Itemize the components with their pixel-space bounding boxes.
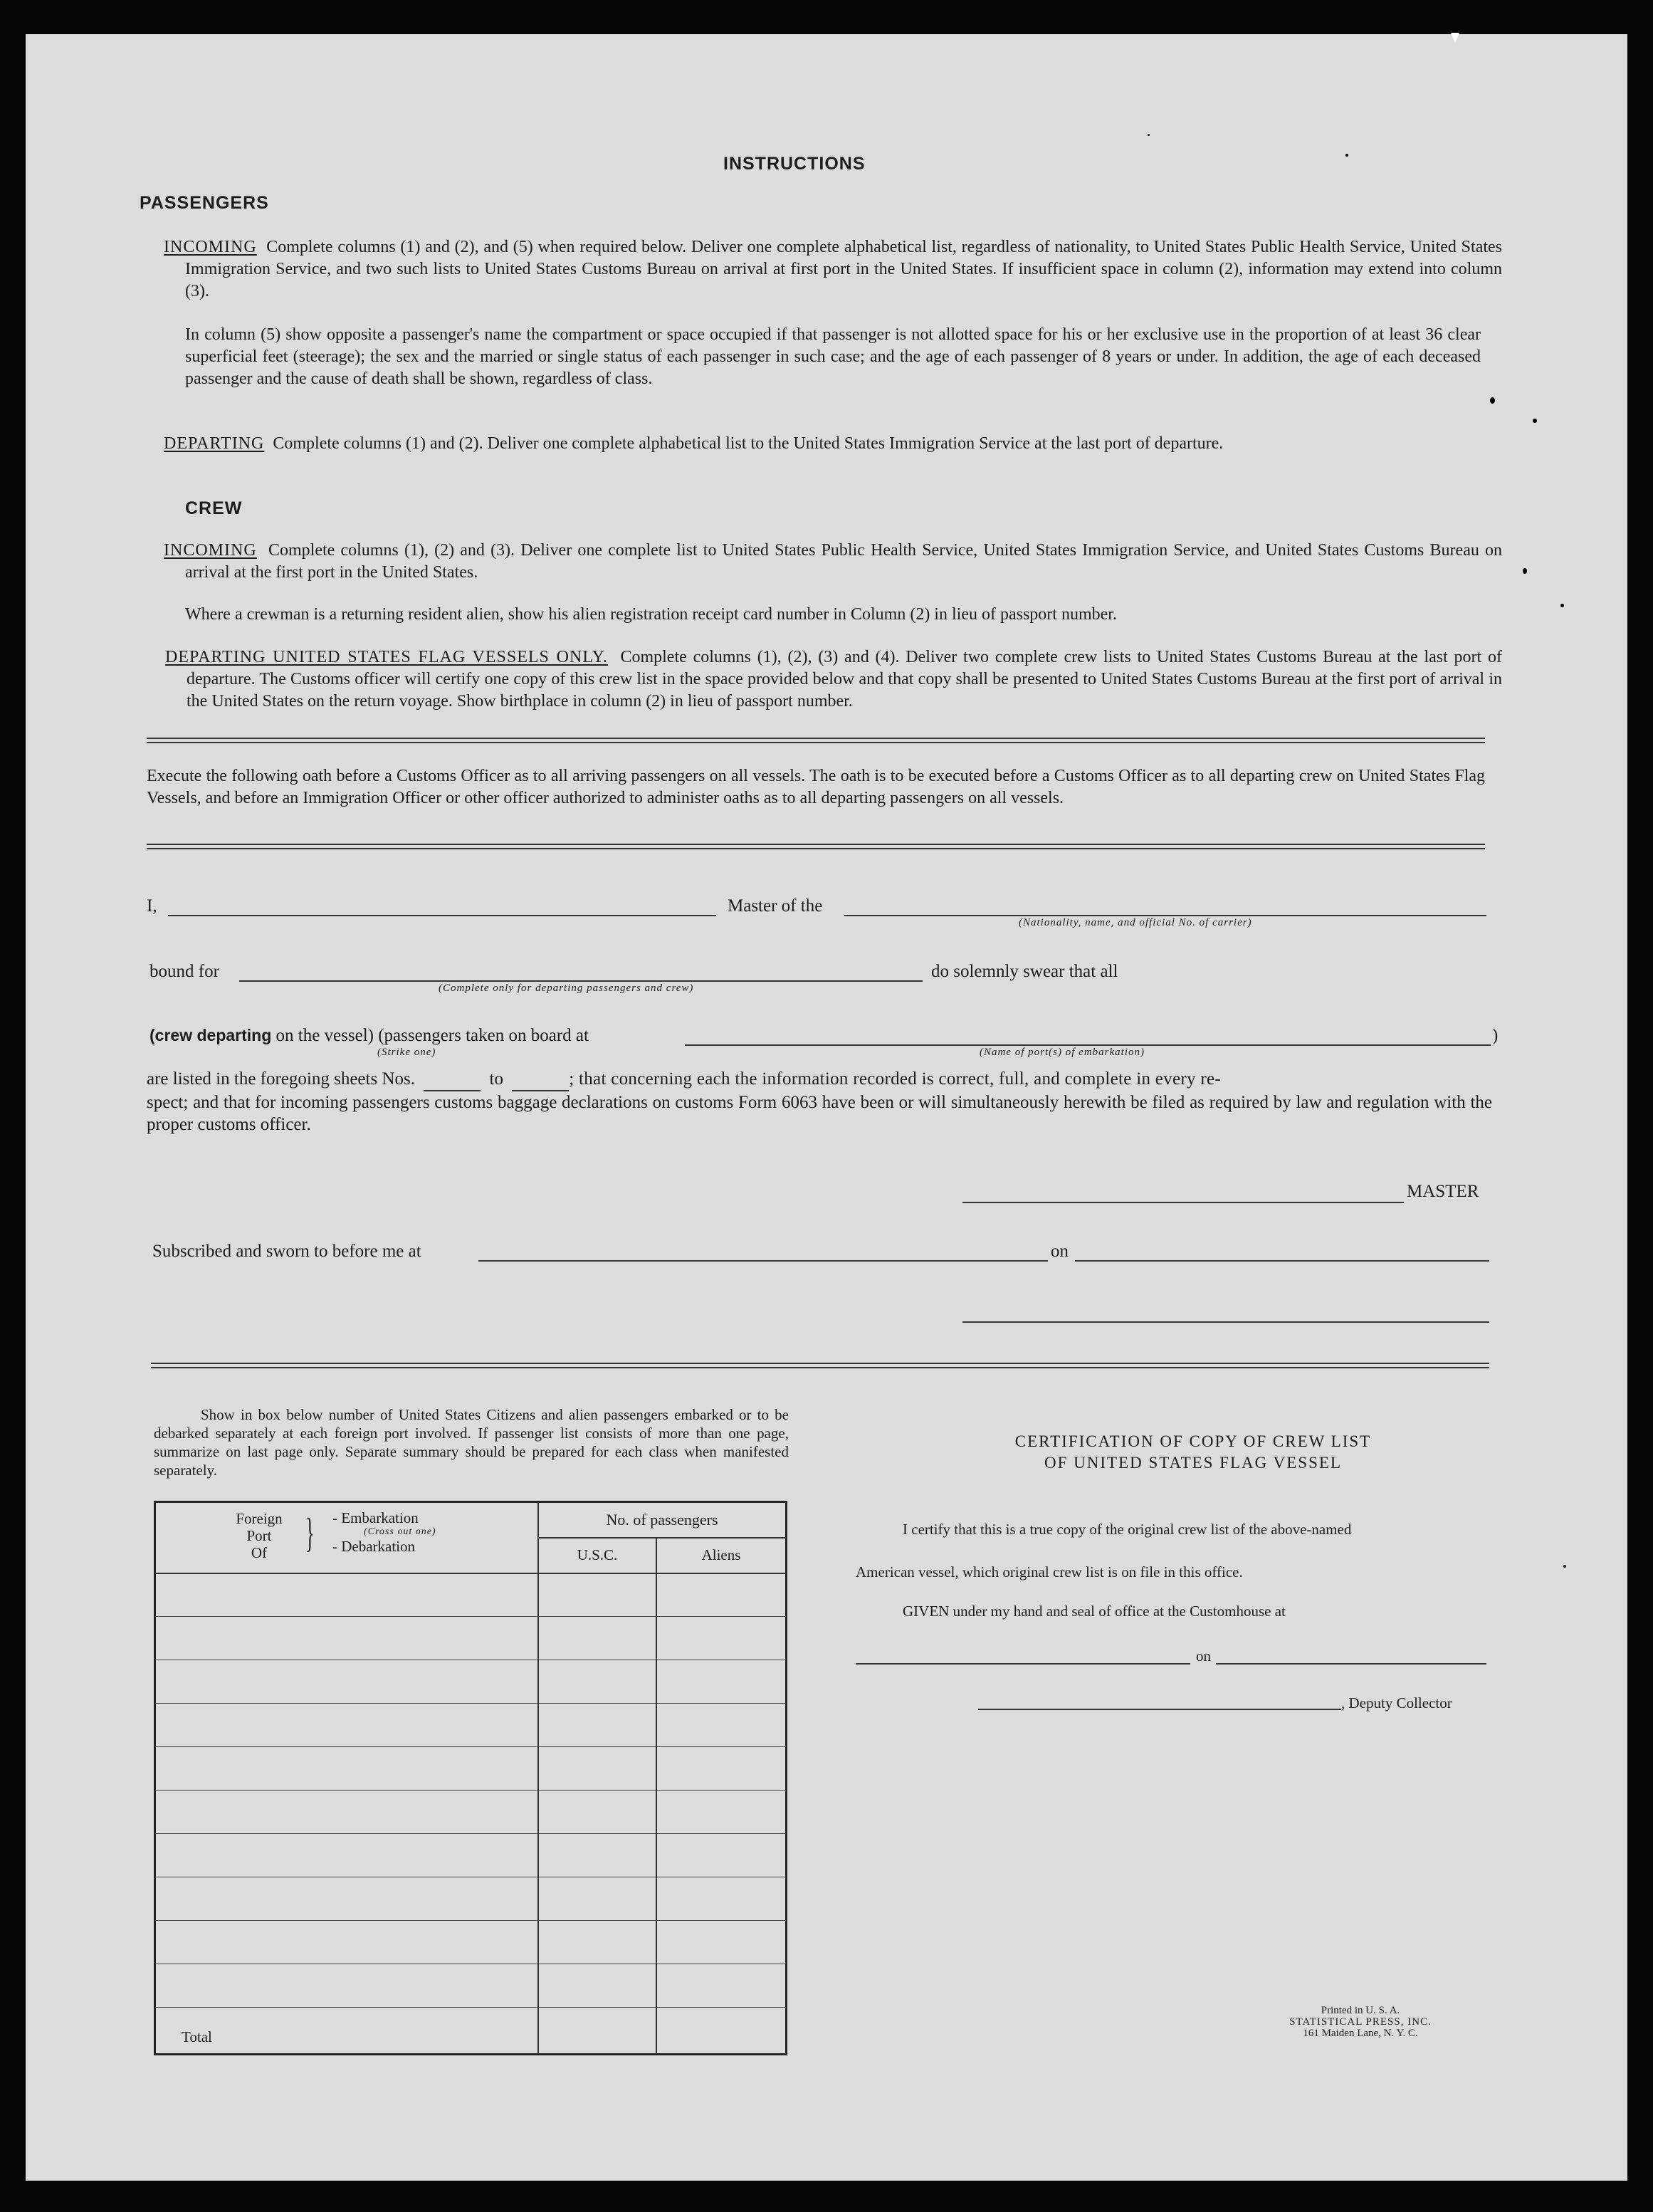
certify-text-b: American vessel, which original crew list is on file in this office. xyxy=(856,1563,1243,1581)
usc-total-cell[interactable] xyxy=(538,2008,656,2055)
crew-departing-lead: DEPARTING UNITED STATES FLAG VESSELS ONLY. xyxy=(165,648,608,666)
passengers-heading: PASSENGERS xyxy=(140,193,269,213)
crew-incoming-paragraph xyxy=(164,540,1502,584)
given-text: GIVEN under my hand and seal of office at the Customhouse at xyxy=(903,1603,1286,1620)
bound-for-field[interactable] xyxy=(239,980,923,982)
printer-line2: STATISTICAL PRESS, INC. xyxy=(1289,2016,1432,2028)
swear-label: do solemnly swear that all xyxy=(931,962,1118,981)
passenger-summary-table xyxy=(154,1501,787,2055)
subscribed-on-label: on xyxy=(1051,1242,1069,1261)
aliens-cell[interactable] xyxy=(656,1877,787,1921)
port-cell[interactable] xyxy=(155,1617,539,1660)
embarkation-port-field[interactable] xyxy=(685,1044,1491,1046)
table-row xyxy=(155,1704,787,1747)
passengers-departing-lead: DEPARTING xyxy=(164,434,265,453)
crew-heading: CREW xyxy=(185,498,243,518)
subscribed-place-field[interactable] xyxy=(478,1260,1048,1262)
oath-i-label: I, xyxy=(147,896,157,916)
table-row xyxy=(155,1921,787,1964)
table-row xyxy=(155,1747,787,1791)
crew-departing-option[interactable] xyxy=(149,1026,589,1046)
passengers-departing-text: Complete columns (1) and (2). Deliver one complete alphabetical list to the United States Immigration Service at the last port of departure. xyxy=(273,434,1224,453)
aliens-cell[interactable] xyxy=(656,1964,787,2008)
certify-text-a: I certify that this is a true copy of the original crew list of the above-named xyxy=(903,1521,1352,1538)
port-cell[interactable] xyxy=(155,1791,539,1834)
port-cell[interactable] xyxy=(155,1747,539,1791)
aliens-cell[interactable] xyxy=(656,1704,787,1747)
usc-cell[interactable] xyxy=(538,1704,656,1747)
passengers-departing-paragraph xyxy=(164,433,1502,455)
summary-header-row xyxy=(155,1502,787,1538)
certification-title xyxy=(873,1431,1513,1474)
deputy-signature-field[interactable] xyxy=(978,1709,1341,1710)
deputy-label: , Deputy Collector xyxy=(1341,1694,1452,1712)
port-cell[interactable] xyxy=(155,1964,539,2008)
port-caption: (Name of port(s) of embarkation) xyxy=(980,1047,1145,1058)
brace-icon: } xyxy=(305,1509,315,1556)
crew-resident-paragraph: Where a crewman is a returning resident alien, show his alien registration receipt card number in Column (2) in lieu of passport number. xyxy=(185,605,1117,624)
scan-speck xyxy=(1345,154,1348,157)
master-name-field[interactable] xyxy=(168,915,716,916)
divider-1 xyxy=(147,738,1485,743)
crew-departing-text: (crew departing xyxy=(149,1026,272,1044)
port-cell[interactable] xyxy=(155,1573,539,1617)
customhouse-field[interactable] xyxy=(856,1663,1190,1665)
total-label: Total xyxy=(155,2008,539,2055)
listed-to-text: to xyxy=(489,1069,503,1089)
aliens-cell[interactable] xyxy=(656,1747,787,1791)
usc-cell[interactable] xyxy=(538,1617,656,1660)
usc-cell[interactable] xyxy=(538,1660,656,1704)
aliens-cell[interactable] xyxy=(656,1617,787,1660)
port-cell[interactable] xyxy=(155,1834,539,1877)
port-label-foreign: Foreign xyxy=(236,1510,283,1527)
usc-cell[interactable] xyxy=(538,1834,656,1877)
scan-speck xyxy=(1533,419,1537,423)
certification-date-field[interactable] xyxy=(1216,1663,1486,1665)
aliens-header: Aliens xyxy=(656,1538,787,1573)
table-row xyxy=(155,1964,787,2008)
page-title: INSTRUCTIONS xyxy=(723,154,866,174)
master-label: MASTER xyxy=(1407,1182,1479,1201)
form-page xyxy=(26,34,1627,2181)
divider-3 xyxy=(151,1363,1489,1368)
close-paren: ) xyxy=(1492,1026,1499,1045)
passengers-incoming-paragraph xyxy=(164,236,1502,303)
listed-a-text: are listed in the foregoing sheets Nos. xyxy=(147,1069,415,1089)
nationality-caption: (Nationality, name, and official No. of carrier) xyxy=(1019,917,1252,928)
listed-first-line xyxy=(147,1068,1492,1091)
port-cell[interactable] xyxy=(155,1921,539,1964)
crew-incoming-lead: INCOMING xyxy=(164,541,257,560)
oath-instructions: Execute the following oath before a Customs Officer as to all arriving passengers on all vessels. The oath is to be executed before a Customs Officer as to all departing crew on United States Flag Vessels, and before an Immigration Officer or other officer authorized to administer oaths as to all departing passengers on all vessels. xyxy=(147,767,1485,807)
strike-one-caption: (Strike one) xyxy=(377,1047,436,1058)
subscribed-date-field[interactable] xyxy=(1075,1260,1489,1262)
sheet-from-field[interactable] xyxy=(424,1068,481,1091)
usc-cell[interactable] xyxy=(538,1921,656,1964)
crew-departing-paragraph xyxy=(165,646,1502,713)
cross-out-caption: (Cross out one) xyxy=(364,1526,436,1537)
passengers-incoming-lead: INCOMING xyxy=(164,238,257,256)
divider-2 xyxy=(147,844,1485,849)
table-row xyxy=(155,1573,787,1617)
printer-line3: 161 Maiden Lane, N. Y. C. xyxy=(1303,2028,1418,2039)
port-label-port: Port xyxy=(246,1527,272,1544)
debarkation-option[interactable]: - Debarkation xyxy=(332,1538,416,1555)
aliens-cell[interactable] xyxy=(656,1791,787,1834)
usc-header: U.S.C. xyxy=(538,1538,656,1573)
table-row xyxy=(155,1791,787,1834)
bound-for-label: bound for xyxy=(149,962,219,981)
listed-paragraph xyxy=(147,1068,1492,1136)
scan-speck xyxy=(1560,604,1564,607)
column5-paragraph: In column (5) show opposite a passenger's name the compartment or space occupied if that passenger is not allotted space for his or her exclusive use in the proportion of at least 36 clear superficial feet (steerage); the sex and the married or single status of each passenger in such case; and the age of each passenger of 8 years or under. In addition, the age of each deceased passenger and the cause of death shall be shown, regardless of class. xyxy=(185,325,1481,388)
certification-title-line2: OF UNITED STATES FLAG VESSEL xyxy=(1044,1454,1342,1472)
scan-speck xyxy=(1490,397,1495,404)
scan-speck xyxy=(1148,134,1150,136)
usc-cell[interactable] xyxy=(538,1877,656,1921)
crew-incoming-text: Complete columns (1), (2) and (3). Deliver one complete list to United States Public Health Service, United States Immigration Service, and United States Customs Bureau on arrival at the first port in the United States. xyxy=(185,541,1503,582)
master-of-the-label: Master of the xyxy=(728,896,823,916)
usc-cell[interactable] xyxy=(538,1573,656,1617)
embark-options xyxy=(332,1510,436,1554)
scan-speck xyxy=(1523,568,1527,574)
complete-only-caption: (Complete only for departing passengers and crew) xyxy=(439,982,694,994)
total-row xyxy=(155,2008,787,2055)
printer-line1: Printed in U. S. A. xyxy=(1321,2005,1400,2016)
officer-signature-field[interactable] xyxy=(962,1321,1489,1323)
port-label xyxy=(213,1510,305,1561)
scan-speck xyxy=(1563,1565,1566,1568)
aliens-cell[interactable] xyxy=(656,1573,787,1617)
summary-instructions: Show in box below number of United States Citizens and alien passengers embarked or to be debarked separately at each foreign port involved. If passenger list consists of more than one page, summarize on last page only. Separate summary should be prepared for each class when manifested separately. xyxy=(154,1406,789,1479)
port-cell[interactable] xyxy=(155,1704,539,1747)
master-signature-field[interactable] xyxy=(962,1202,1404,1203)
port-header-cell xyxy=(155,1502,539,1573)
usc-cell[interactable] xyxy=(538,1964,656,2008)
listed-c-text: spect; and that for incoming passengers customs baggage declarations on customs Form 6063 have been or will simultaneously herewith be filed as required by law and regulation with the proper customs officer. xyxy=(147,1093,1492,1134)
subscribed-label: Subscribed and sworn to before me at xyxy=(152,1242,421,1261)
embarkation-option[interactable]: - Embarkation xyxy=(332,1509,419,1526)
sheet-to-field[interactable] xyxy=(512,1068,569,1091)
corner-notch-icon xyxy=(1451,33,1459,43)
port-label-of: Of xyxy=(251,1544,268,1561)
no-passengers-header: No. of passengers xyxy=(538,1502,787,1538)
aliens-cell[interactable] xyxy=(656,1660,787,1704)
aliens-cell[interactable] xyxy=(656,1834,787,1877)
table-row xyxy=(155,1660,787,1704)
carrier-field[interactable] xyxy=(844,915,1486,916)
passengers-incoming-text: Complete columns (1) and (2), and (5) when required below. Deliver one complete alphabetical list, regardless of nationality, to United States Public Health Service, United States Immigration Service, and two such lists to United States Customs Bureau on arrival at first port in the United States. If insufficient space in column (2), information may extend into column (3). xyxy=(185,238,1503,300)
port-cell[interactable] xyxy=(155,1660,539,1704)
certification-on-label: on xyxy=(1196,1647,1211,1665)
certification-title-line1: CERTIFICATION OF COPY OF CREW LIST xyxy=(1014,1432,1372,1450)
table-row xyxy=(155,1617,787,1660)
aliens-cell[interactable] xyxy=(656,1921,787,1964)
usc-cell[interactable] xyxy=(538,1747,656,1791)
table-row xyxy=(155,1877,787,1921)
printer-imprint xyxy=(1250,2005,1471,2039)
usc-cell[interactable] xyxy=(538,1791,656,1834)
on-the-vessel-text: on the vessel) (passengers taken on board at xyxy=(276,1026,589,1045)
aliens-total-cell[interactable] xyxy=(656,2008,787,2055)
crew-departing-text: Complete columns (1), (2), (3) and (4). Deliver two complete crew lists to United States Customs Bureau at the last port of departure. The Customs officer will certify one copy of this crew list in the space provided below and that copy shall be presented to United States Customs Bureau at the first port of arrival in the United States on the return voyage. Show birthplace in column (2) in lieu of passport number. xyxy=(187,648,1502,711)
listed-b-text: ; that concerning each the information recorded is correct, full, and complete in every re- xyxy=(569,1069,1222,1089)
port-cell[interactable] xyxy=(155,1877,539,1921)
table-row xyxy=(155,1834,787,1877)
